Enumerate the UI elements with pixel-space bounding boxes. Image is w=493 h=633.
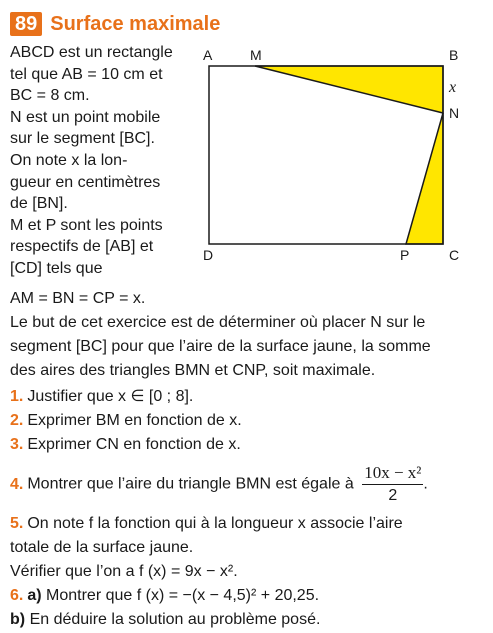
subquestion-label: b) (10, 611, 26, 628)
goal-line: des aires des triangles BMN et CNP, soit maximale. (10, 362, 376, 379)
question-text: Justifier que x ∈ [0 ; 8]. (27, 388, 194, 405)
triangle-cnp (406, 113, 443, 244)
label-x: x (449, 79, 457, 96)
question-number: 5. (10, 515, 24, 532)
question-2 (10, 410, 488, 432)
label-n: N (449, 105, 460, 121)
rectangle-figure (195, 40, 475, 270)
question-6a (10, 585, 488, 607)
fraction-numerator: 10x − x² (362, 462, 423, 485)
triangle-bmn (255, 66, 443, 113)
question-text: Exprimer BM en fonction de x. (27, 412, 242, 429)
question-number: 2. (10, 412, 24, 429)
exercise-body (10, 312, 488, 633)
question-5 (10, 513, 488, 535)
intro-line: On note x la lon- (10, 151, 128, 169)
fraction-denominator: 2 (388, 487, 398, 504)
intro-line: [CD] tels que (10, 259, 103, 277)
goal-line: Le but de cet exercice est de déterminer où placer N sur le (10, 314, 426, 331)
label-a: A (203, 47, 213, 63)
intro-line: respectifs de [AB] et (10, 238, 154, 256)
question-number: 1. (10, 388, 24, 405)
question-text: Montrer que l’aire du triangle BMN est égale à (27, 475, 354, 493)
intro-line: tel que AB = 10 cm et (10, 65, 163, 83)
question-number: 4. (10, 475, 24, 493)
subquestion-label: a) (27, 587, 42, 604)
exercise-header (10, 10, 220, 38)
intro-line: de [BN]. (10, 195, 68, 213)
intro-line: BC = 8 cm. (10, 87, 90, 105)
intro-line: M et P sont les points (10, 216, 163, 234)
label-p: P (400, 247, 410, 263)
label-b: B (449, 47, 459, 63)
intro-line: gueur en centimètres (10, 173, 161, 191)
question-number: 6. (10, 587, 24, 604)
question-5-line3: Vérifier que l’on a f (x) = 9x − x². (10, 563, 238, 580)
label-m: M (250, 47, 262, 63)
intro-equality: AM = BN = CP = x. (10, 290, 146, 307)
label-d: D (203, 247, 214, 263)
exercise-title: Surface maximale (50, 12, 221, 35)
intro-line: sur le segment [BC]. (10, 130, 155, 148)
question-end: . (423, 475, 428, 493)
question-4 (10, 462, 488, 507)
intro-line: N est un point mobile (10, 108, 161, 126)
question-3 (10, 434, 488, 456)
question-number: 3. (10, 436, 24, 453)
question-text: On note f la fonction qui à la longueur x associe l’aire (27, 515, 403, 532)
question-1 (10, 386, 488, 408)
question-text: Montrer que f (x) = −(x − 4,5)² + 20,25. (46, 587, 320, 604)
question-text: Exprimer CN en fonction de x. (27, 436, 241, 453)
exercise-number: 89 (10, 12, 42, 36)
fraction (362, 462, 423, 507)
goal-line: segment [BC] pour que l’aire de la surface jaune, la somme (10, 338, 431, 355)
figure-svg (195, 40, 475, 270)
intro-line: ABCD est un rectangle (10, 44, 173, 61)
label-c: C (449, 247, 460, 263)
question-text: En déduire la solution au problème posé. (29, 611, 321, 628)
question-6b (10, 609, 488, 631)
intro-text (10, 42, 200, 280)
question-5-line2: totale de la surface jaune. (10, 539, 194, 556)
